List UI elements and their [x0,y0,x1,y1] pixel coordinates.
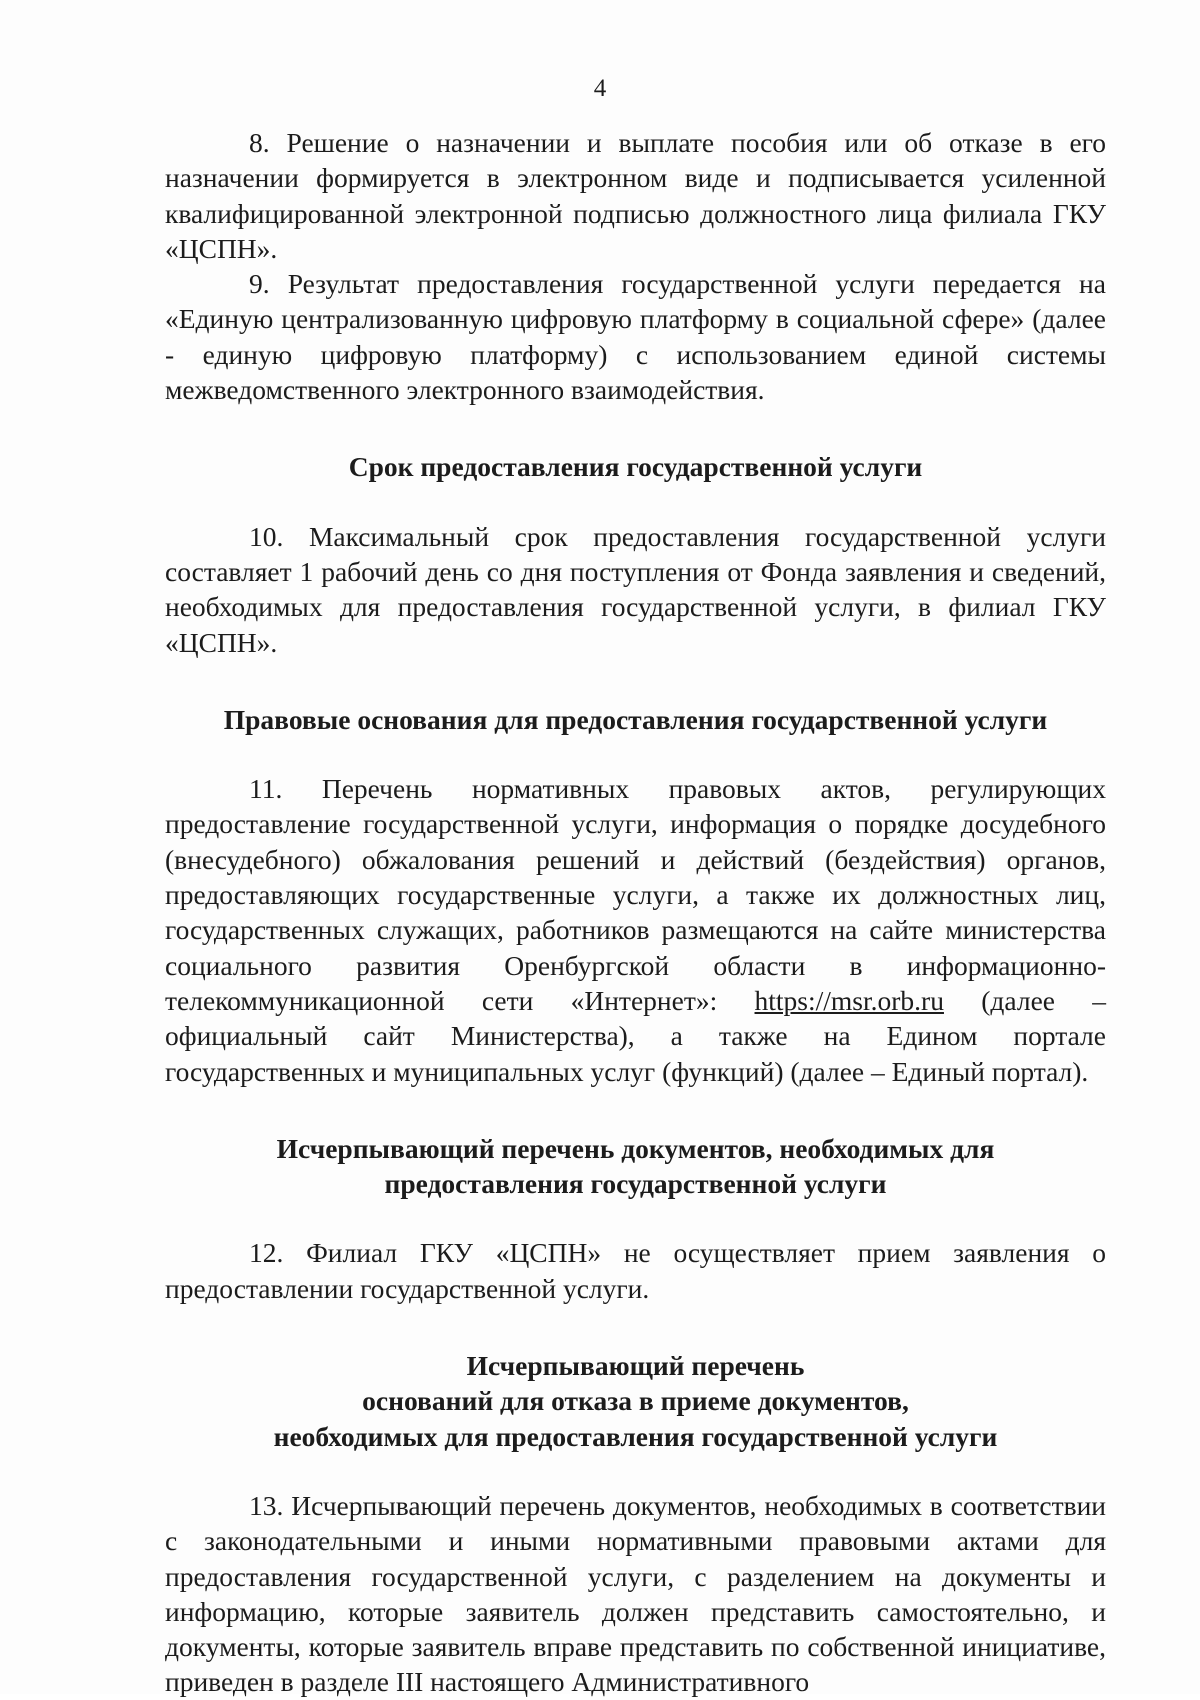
paragraph-8: 8. Решение о назначении и выплате пособия или об отказе в его назначении формируется в электронном виде и подписывается усиленной квалифицированной электронной подписью должностного лица филиала ГКУ «ЦСПН». [165,127,1106,264]
paragraph-11-text-end: (далее – официальный сайт Министерства), а также на Едином портале государственных и муниципальных услуг (функций) (далее – Единый портал). [165,984,1107,1087]
heading-osnovaniya-otkaza-line-3: необходимых для предоставления государственной услуги [273,1420,998,1452]
document-body [165,125,1106,1700]
heading-srok: Срок предоставления государственной услуги [348,451,923,483]
page-number: 4 [593,75,607,102]
paragraph-10: 10. Максимальный срок предоставления государственной услуги составляет 1 рабочий день со дня поступления от Фонда заявления и сведений, необходимых для предоставления государственной услуги, в филиал ГКУ «ЦСПН». [165,520,1106,658]
paragraph-12: 12. Филиал ГКУ «ЦСПН» не осуществляет прием заявления о предоставлении государственной услуги. [165,1237,1106,1304]
heading-pravovye-osnovaniya: Правовые основания для предоставления государственной услуги [223,703,1048,735]
heading-osnovaniya-otkaza-line-1: Исчерпывающий перечень [466,1350,805,1382]
paragraph-9: 9. Результат предоставления государственной услуги передается на «Единую централизованную цифровую платформу в социальной сфере» (далее - единую цифровую платформу) с использованием единой системы межведомственного электронного взаимодействия. [165,268,1106,406]
ministry-website-link[interactable]: https://msr.orb.ru [754,984,944,1016]
heading-perechen-dokumentov-line-1: Исчерпывающий перечень документов, необходимых для [276,1132,995,1164]
paragraph-11-text-start: 11. Перечень нормативных правовых актов, регулирующих предоставление государственной услуги, информация о порядке досудебного (внесудебного) обжалования решений и действий (бездействия) органов, предоставляющих государственные услуги, а также их должностных лиц, государственных служащих, работников размещаются на сайте министерства социального развития Оренбургской области в информационно-телекоммуникационной сети «Интернет»: [165,773,1106,1016]
paragraph-11 [165,771,1106,1089]
paragraph-13: 13. Исчерпывающий перечень документов, необходимых в соответствии с законодательными и иными нормативными правовыми актами для предоставления государственной услуги, с разделением на документы и информацию, которые заявитель должен представить самостоятельно, и документы, которые заявитель вправе представить по собственной инициативе, приведен в разделе III настоящего Административного [165,1489,1106,1698]
heading-osnovaniya-otkaza [165,1348,1106,1454]
heading-perechen-dokumentov [165,1131,1106,1202]
heading-perechen-dokumentov-line-2: предоставления государственной услуги [384,1168,887,1200]
heading-osnovaniya-otkaza-line-2: оснований для отказа в приеме документов, [362,1385,909,1417]
